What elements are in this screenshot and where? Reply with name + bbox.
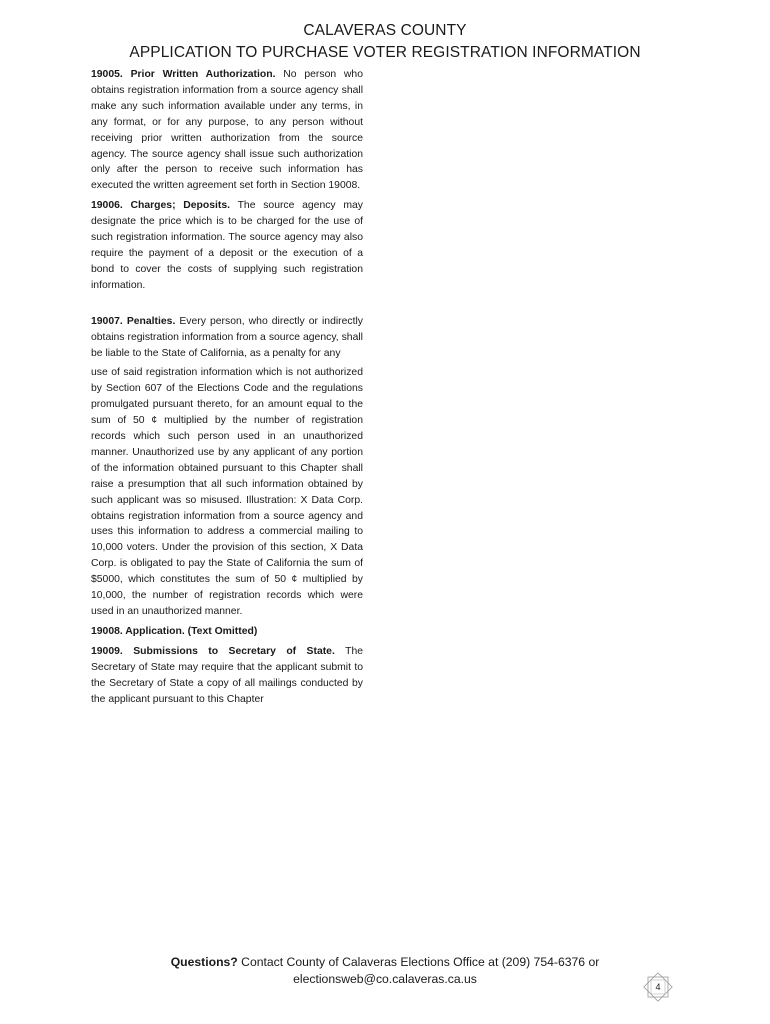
page-number: 4	[655, 982, 661, 992]
section-19009-body: The Secretary of State may require that the applicant submit to the Secretary of State a copy of all mailings conducted by the applicant pursuant to this Chapter	[91, 645, 363, 705]
section-19006	[91, 198, 363, 293]
document-header	[0, 20, 770, 64]
section-19005-heading: 19005. Prior Written Authorization.	[91, 69, 276, 80]
contact-phone-text: Contact County of Calaveras Elections Office at (209) 754-6376 or	[237, 955, 600, 969]
section-19007-continuation: use of said registration information which is not authorized by Section 607 of the Elections Code and the regulations promulgated pursuant thereto, for an amount equal to the sum of 50 ¢ multiplied by the number of registration records which such person used in an unauthorized manner. Unauthorized use by any applicant of any portion of the information obtained pursuant to this Chapter shall raise a presumption that all such information obtained by such applicant was so misused. Illustration: X Data Corp. obtains registration information from a source agency and uses this information to address a commercial mailing to 10,000 voters. Under the provision of this section, X Data Corp. is obligated to pay the State of California the sum of $5000, which constitutes the sum of 50 ¢ multiplied by 10,000, the number of registration records which were used in an unauthorized manner.	[91, 367, 363, 617]
application-title: APPLICATION TO PURCHASE VOTER REGISTRATION INFORMATION	[129, 44, 641, 61]
section-19007-body: Every person, who directly or indirectly obtains registration information from a source agency, shall be liable to the State of California, as a penalty for any	[91, 315, 363, 359]
questions-label: Questions?	[170, 955, 238, 969]
section-19009	[91, 644, 363, 708]
contact-email[interactable]: electionsweb@co.calaveras.ca.us	[293, 972, 477, 986]
section-19006-heading: 19006. Charges; Deposits.	[91, 200, 231, 212]
section-19006-body: The source agency may designate the price which is to be charged for the use of such registration information. The source agency may also require the payment of a deposit or the execution of a bond to cover the costs of supplying such registration information.	[91, 200, 363, 291]
section-19009-heading: 19009. Submissions to Secretary of State.	[91, 645, 335, 657]
county-title: CALAVERAS COUNTY	[303, 22, 467, 39]
section-19005	[91, 67, 363, 194]
section-19007-heading: 19007. Penalties.	[91, 315, 176, 327]
section-19005-body: No person who obtains registration information from a source agency shall make any such information available under any terms, in any format, or for any purpose, to any person without receiving prior written authorization from the source agency. The source agency shall issue such authorization only after the person to receive such information has executed the written agreement set forth in Section 19008.	[91, 69, 363, 192]
section-19008-heading: 19008. Application. (Text Omitted)	[91, 625, 258, 637]
section-19007	[91, 314, 363, 362]
statute-text-column	[91, 67, 363, 711]
section-19008	[91, 624, 363, 640]
page-number-badge	[640, 969, 676, 1005]
